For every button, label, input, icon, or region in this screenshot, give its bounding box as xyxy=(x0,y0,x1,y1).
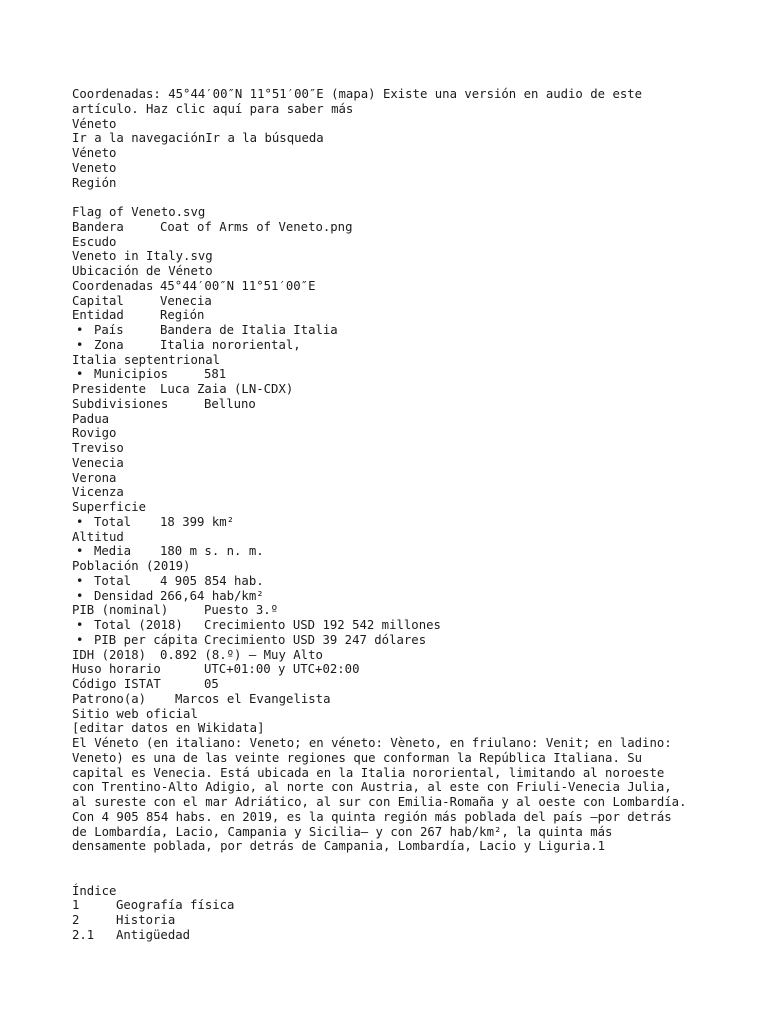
superficie-total-value: 18 399 km² xyxy=(160,514,235,529)
toc-item-number: 2.1 xyxy=(72,927,95,942)
intro-line: densamente poblada, por detrás de Campania, Lombardía, Lacio y Liguria.1 xyxy=(72,839,606,854)
zona-value[interactable]: Italia nororiental, xyxy=(160,337,301,352)
total-label: Total xyxy=(94,573,132,588)
infobox-row-huso xyxy=(72,662,712,677)
codigo-istat-value: 05 xyxy=(204,677,219,691)
infobox-row-istat xyxy=(72,677,712,692)
pib-value: Puesto 3.º xyxy=(204,603,279,618)
pib-total-value: Crecimiento USD 192 542 millones xyxy=(204,618,441,632)
superficie-label: Superficie xyxy=(72,500,147,514)
spacer xyxy=(72,190,712,205)
toc-item-label[interactable]: Antigüedad xyxy=(116,927,191,942)
bullet: • xyxy=(76,337,84,352)
infobox-row-altitud-media xyxy=(72,544,712,559)
subdivision-item[interactable]: Belluno xyxy=(204,396,256,411)
intro-line: de Lombardía, Lacio, Campania y Sicilia— y con 267 hab/km², la quinta más xyxy=(72,824,613,839)
pais-label: País xyxy=(94,323,124,337)
subdivision-item[interactable]: Venecia xyxy=(72,455,124,470)
coordenadas-label: Coordenadas xyxy=(72,278,154,293)
subdivision-item[interactable]: Rovigo xyxy=(72,426,117,441)
bullet: • xyxy=(76,573,84,588)
infobox-row-pib-per-capita xyxy=(72,633,712,648)
infobox-row-zona xyxy=(72,338,712,353)
intro-line: con Trentino-Alto Adigio, al norte con Austria, al este con Friuli-Venecia Julia, xyxy=(72,780,672,795)
subdivision-item[interactable]: Padua xyxy=(72,411,110,426)
bullet: • xyxy=(76,618,84,632)
bullet: • xyxy=(76,323,84,337)
region-name-es: Véneto xyxy=(72,146,117,160)
huso-horario-label[interactable]: Huso horario xyxy=(72,662,161,677)
spacer xyxy=(72,854,712,884)
flag-image-filename[interactable]: Flag of Veneto.svg xyxy=(72,205,206,219)
intro-line: al sureste con el mar Adriático, al sur con Emilia-Romaña y al oeste con Lombardía. xyxy=(72,795,687,809)
intro-paragraph xyxy=(72,736,712,854)
audio-link-line[interactable]: artículo. Haz clic aquí para saber más xyxy=(72,101,354,116)
media-label: Media xyxy=(94,544,132,559)
bullet: • xyxy=(76,544,84,559)
coat-of-arms-filename[interactable]: Coat of Arms of Veneto.png xyxy=(160,219,353,234)
map-caption: Ubicación de Véneto xyxy=(72,264,213,278)
toc-item[interactable] xyxy=(72,928,712,943)
toc-item-number: 1 xyxy=(72,898,80,913)
pais-value[interactable]: Bandera de Italia Italia xyxy=(160,323,338,337)
poblacion-label: Población (2019) xyxy=(72,559,191,573)
intro-line: capital es Venecia. Está ubicada en la Italia nororiental, limitando al noroeste xyxy=(72,765,665,780)
toc-item-label[interactable]: Historia xyxy=(116,913,176,927)
idh-value: 0.892 (8.º) – Muy Alto xyxy=(160,647,323,662)
infobox-row-presidente xyxy=(72,382,712,397)
bullet: • xyxy=(76,632,84,647)
coordenadas-value[interactable]: 45°44′00″N 11°51′00″E xyxy=(160,278,316,293)
bullet: • xyxy=(76,514,84,529)
infobox-row-superficie-total xyxy=(72,515,712,530)
official-website-link[interactable]: Sitio web oficial xyxy=(72,706,198,721)
infobox-row-densidad xyxy=(72,589,712,604)
pib-per-capita-value: Crecimiento USD 39 247 dólares xyxy=(204,632,427,647)
toc-item-number: 2 xyxy=(72,913,80,927)
infobox-row-bandera xyxy=(72,220,712,235)
article-title: Véneto xyxy=(72,116,117,131)
infobox-row-pais xyxy=(72,323,712,338)
intro-line: Veneto) es una de las veinte regiones que conforman la República Italiana. Su xyxy=(72,750,643,765)
altitud-media-value: 180 m s. n. m. xyxy=(160,544,264,559)
toc-item[interactable] xyxy=(72,898,712,913)
presidente-label: Presidente xyxy=(72,382,147,396)
coordinates-audio-line: Coordenadas: 45°44′00″N 11°51′00″E (mapa) Existe una versión en audio de este xyxy=(72,87,643,101)
subdivision-item[interactable]: Verona xyxy=(72,470,117,485)
capital-value[interactable]: Venecia xyxy=(160,293,212,308)
escudo-label: Escudo xyxy=(72,234,117,249)
pib-per-capita-label[interactable]: PIB per cápita xyxy=(94,632,198,647)
infobox-row-pib xyxy=(72,603,712,618)
bandera-label: Bandera xyxy=(72,219,124,234)
pib-total-label: Total (2018) xyxy=(94,618,183,632)
presidente-value[interactable]: Luca Zaia (LN-CDX) xyxy=(160,382,294,396)
pib-label[interactable]: PIB (nominal) xyxy=(72,603,169,618)
municipios-value: 581 xyxy=(204,367,227,382)
document-page xyxy=(72,87,712,943)
region-type: Región xyxy=(72,175,117,190)
intro-line: Con 4 905 854 habs. en 2019, es la quinta región más poblada del país —por detrás xyxy=(72,809,672,824)
intro-line: El Véneto (en italiano: Veneto; en véneto: Vèneto, en friulano: Venit; en ladino: xyxy=(72,736,672,750)
infobox-row-coordenadas xyxy=(72,279,712,294)
codigo-istat-label[interactable]: Código ISTAT xyxy=(72,677,161,691)
altitud-label: Altitud xyxy=(72,529,124,544)
zona-label: Zona xyxy=(94,337,124,352)
capital-label: Capital xyxy=(72,293,124,308)
entidad-label: Entidad xyxy=(72,308,124,323)
skip-navigation-links[interactable]: Ir a la navegaciónIr a la búsqueda xyxy=(72,131,324,146)
region-name-it: Veneto xyxy=(72,160,117,175)
subdivision-item[interactable]: Treviso xyxy=(72,441,124,455)
infobox-row-entidad xyxy=(72,308,712,323)
edit-wikidata-link[interactable]: [editar datos en Wikidata] xyxy=(72,721,265,736)
densidad-label: Densidad xyxy=(94,588,154,603)
patrono-value[interactable]: Marcos el Evangelista xyxy=(175,691,331,706)
patrono-label: Patrono(a) xyxy=(72,691,147,706)
densidad-value: 266,64 hab/km² xyxy=(160,588,264,603)
poblacion-total-value: 4 905 854 hab. xyxy=(160,573,264,588)
zona-value-continued[interactable]: Italia septentrional xyxy=(72,352,221,367)
toc-item[interactable] xyxy=(72,913,712,928)
infobox-row-idh xyxy=(72,648,712,663)
bullet: • xyxy=(76,367,84,382)
subdivision-item[interactable]: Vicenza xyxy=(72,485,124,500)
infobox-row-patrono xyxy=(72,692,712,707)
total-label: Total xyxy=(94,514,132,529)
infobox-row-subdivisiones xyxy=(72,397,712,412)
infobox-row-capital xyxy=(72,294,712,309)
toc-item-label[interactable]: Geografía física xyxy=(116,898,235,913)
huso-horario-value[interactable]: UTC+01:00 y UTC+02:00 xyxy=(204,662,360,677)
toc-title: Índice xyxy=(72,883,117,898)
entidad-value[interactable]: Región xyxy=(160,308,205,323)
infobox-row-poblacion-total xyxy=(72,574,712,589)
municipios-label: Municipios xyxy=(94,367,169,382)
location-map-filename[interactable]: Veneto in Italy.svg xyxy=(72,249,213,264)
infobox-row-pib-total xyxy=(72,618,712,633)
infobox-row-municipios xyxy=(72,367,712,382)
idh-label[interactable]: IDH (2018) xyxy=(72,647,147,662)
bullet: • xyxy=(76,588,84,603)
subdivisiones-label: Subdivisiones xyxy=(72,396,169,411)
